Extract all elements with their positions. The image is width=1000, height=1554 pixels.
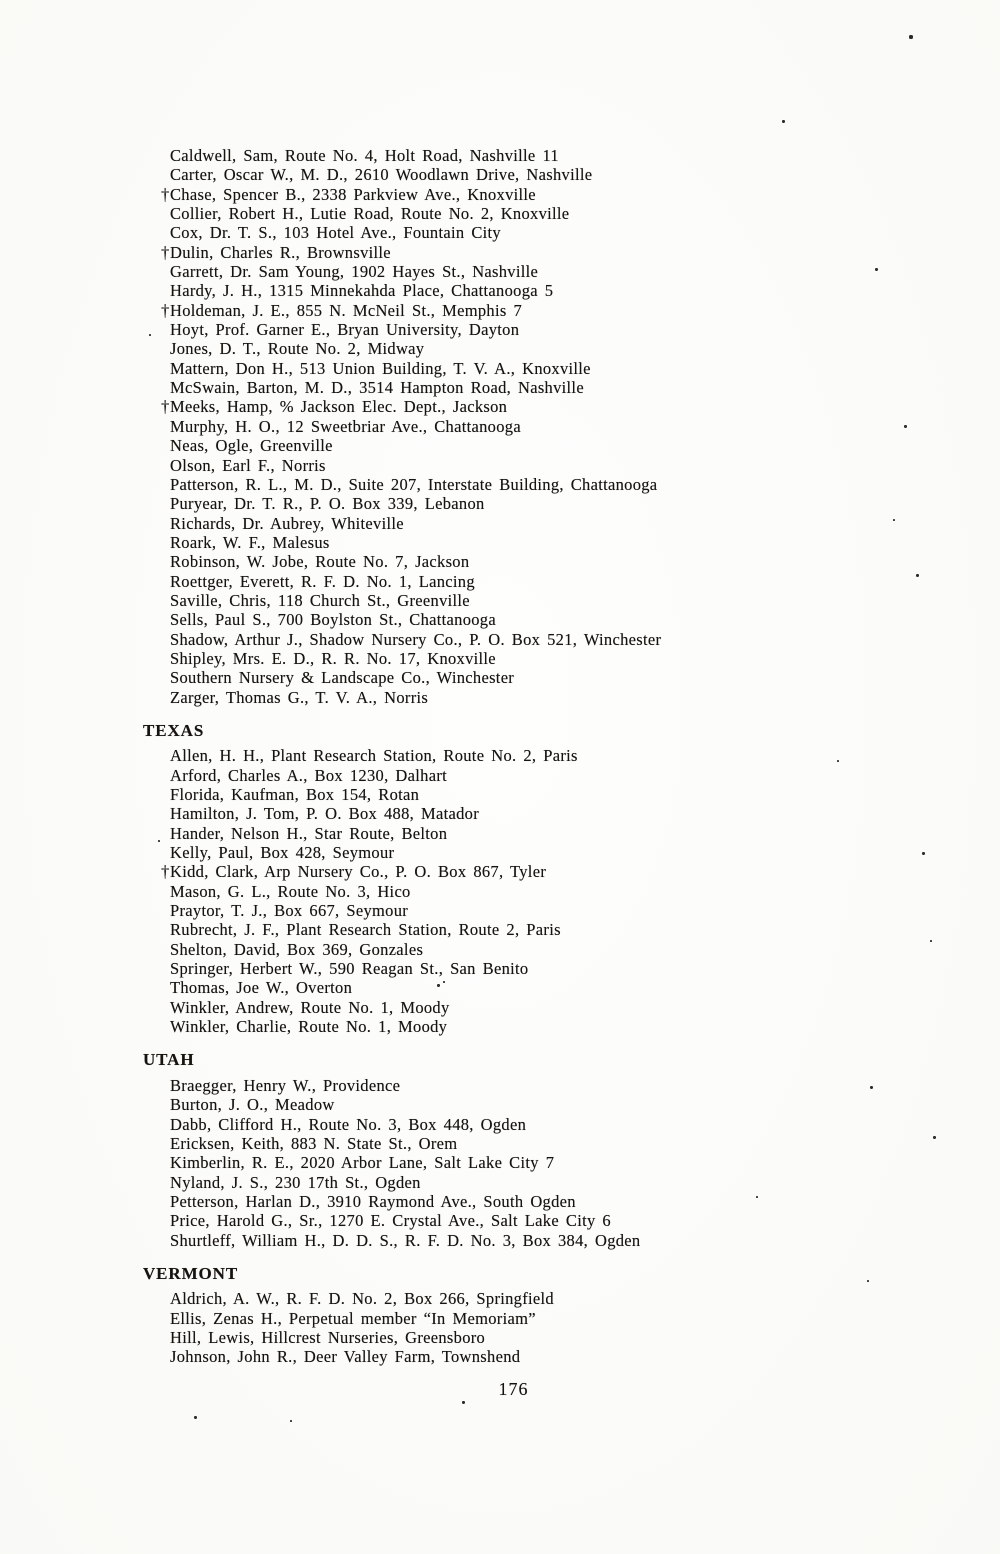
entry-text: Hill, Lewis, Hillcrest Nurseries, Greensboro: [170, 1327, 486, 1347]
dagger-marker: †: [161, 397, 170, 417]
entry-text: Shelton, David, Box 369, Gonzales: [170, 939, 424, 959]
directory-entry: [143, 824, 863, 843]
directory-entry: [143, 572, 863, 591]
section-heading: TEXAS: [143, 720, 205, 740]
entry-text: Olson, Earl F., Norris: [170, 455, 326, 475]
directory-entry: [143, 185, 863, 204]
directory-entry: [143, 998, 863, 1017]
entry-text: Johnson, John R., Deer Valley Farm, Townshend: [170, 1347, 521, 1367]
directory-entry: [143, 804, 863, 823]
directory-entry: [143, 494, 863, 513]
directory-entry: [143, 1153, 863, 1172]
entry-text: Rubrecht, J. F., Plant Research Station, Route 2, Paris: [170, 920, 561, 940]
entry-text: Robinson, W. Jobe, Route No. 7, Jackson: [170, 552, 470, 572]
entry-text: Allen, H. H., Plant Research Station, Route No. 2, Paris: [170, 746, 578, 766]
entry-text: Hamilton, J. Tom, P. O. Box 488, Matador: [170, 804, 480, 824]
directory-entry: [143, 649, 863, 668]
directory-entry: [143, 552, 863, 571]
entry-text: Sells, Paul S., 700 Boylston St., Chattanooga: [170, 610, 496, 630]
page-number: 176: [498, 1379, 529, 1399]
directory-entry: [143, 436, 863, 455]
entry-text: Collier, Robert H., Lutie Road, Route No. 2, Knoxville: [170, 204, 570, 224]
scan-speck: [916, 574, 919, 577]
entry-text: Garrett, Dr. Sam Young, 1902 Hayes St., Nashville: [170, 262, 539, 282]
entry-text: Neas, Ogle, Greenville: [170, 436, 333, 456]
entry-text: Jones, D. T., Route No. 2, Midway: [170, 339, 425, 359]
directory-entry: [143, 1347, 863, 1366]
directory-entry: [143, 901, 863, 920]
directory-entry: [143, 940, 863, 959]
directory-entry: [143, 243, 863, 262]
directory-entry: [143, 1289, 863, 1308]
directory-entry: [143, 320, 863, 339]
entry-text: McSwain, Barton, M. D., 3514 Hampton Road, Nashville: [170, 378, 584, 398]
section-heading: UTAH: [143, 1050, 195, 1070]
directory-entry: [143, 882, 863, 901]
directory-entry: [143, 862, 863, 881]
entry-text: Cox, Dr. T. S., 103 Hotel Ave., Fountain City: [170, 223, 501, 243]
entry-text: Roark, W. F., Malesus: [170, 532, 330, 552]
entry-text: Dulin, Charles R., Brownsville: [170, 242, 391, 262]
entry-text: Petterson, Harlan D., 3910 Raymond Ave., South Ogden: [170, 1191, 576, 1211]
directory-entry: [143, 417, 863, 436]
entry-text: Meeks, Hamp, % Jackson Elec. Dept., Jackson: [170, 397, 508, 417]
directory-list: [143, 146, 863, 1367]
directory-entry: [143, 301, 863, 320]
directory-entry: [143, 668, 863, 687]
directory-entry: [143, 1192, 863, 1211]
directory-section: [143, 146, 863, 707]
directory-entry: [143, 533, 863, 552]
entry-text: Hoyt, Prof. Garner E., Bryan University, Dayton: [170, 320, 520, 340]
entry-text: Ericksen, Keith, 883 N. State St., Orem: [170, 1133, 458, 1153]
directory-entry: [143, 146, 863, 165]
directory-entry: [143, 165, 863, 184]
entry-text: Dabb, Clifford H., Route No. 3, Box 448, Ogden: [170, 1114, 527, 1134]
section-heading: VERMONT: [143, 1263, 239, 1283]
directory-entry: [143, 843, 863, 862]
entry-text: Roettger, Everett, R. F. D. No. 1, Lancing: [170, 571, 475, 591]
entry-text: Patterson, R. L., M. D., Suite 207, Interstate Building, Chattanooga: [170, 474, 658, 494]
entry-text: Shurtleff, William H., D. D. S., R. F. D. No. 3, Box 384, Ogden: [170, 1230, 641, 1250]
directory-entry: [143, 591, 863, 610]
entry-text: Springer, Herbert W., 590 Reagan St., San Benito: [170, 959, 529, 979]
scan-speck: [909, 35, 913, 39]
directory-entry: [143, 204, 863, 223]
section-entries: [143, 1076, 863, 1250]
entry-text: Burton, J. O., Meadow: [170, 1095, 335, 1115]
directory-section: [143, 1050, 863, 1249]
scan-speck: [930, 940, 932, 942]
entry-text: Arford, Charles A., Box 1230, Dalhart: [170, 765, 448, 785]
scan-speck: [933, 1136, 936, 1139]
directory-section: [143, 721, 863, 1037]
dagger-marker: †: [161, 184, 170, 204]
scan-speck: [922, 852, 925, 855]
directory-entry: [143, 397, 863, 416]
scan-speck: [904, 425, 907, 428]
entry-text: Holdeman, J. E., 855 N. McNeil St., Memphis 7: [170, 300, 523, 320]
directory-entry: [143, 281, 863, 300]
scan-speck: [837, 760, 839, 762]
directory-entry: [143, 359, 863, 378]
entry-text: Chase, Spencer B., 2338 Parkview Ave., Knoxville: [170, 184, 536, 204]
entry-text: Mason, G. L., Route No. 3, Hico: [170, 881, 411, 901]
scan-speck: [194, 1416, 197, 1419]
section-entries: [143, 146, 863, 707]
scan-speck: [867, 1280, 869, 1282]
directory-entry: [143, 766, 863, 785]
entry-text: Shipley, Mrs. E. D., R. R. No. 17, Knoxville: [170, 648, 496, 668]
entry-text: Carter, Oscar W., M. D., 2610 Woodlawn Drive, Nashville: [170, 165, 593, 185]
directory-entry: [143, 1328, 863, 1347]
entry-text: Kidd, Clark, Arp Nursery Co., P. O. Box 867, Tyler: [170, 862, 547, 882]
entry-text: Ellis, Zenas H., Perpetual member “In Memoriam”: [170, 1308, 536, 1328]
directory-entry: [143, 1231, 863, 1250]
directory-entry: [143, 1095, 863, 1114]
section-entries: [143, 1289, 863, 1366]
directory-entry: [143, 610, 863, 629]
directory-entry: [143, 1017, 863, 1036]
dagger-marker: †: [161, 300, 170, 320]
scan-speck: [149, 334, 151, 336]
scan-speck: [437, 984, 440, 987]
entry-text: Shadow, Arthur J., Shadow Nursery Co., P. O. Box 521, Winchester: [170, 629, 662, 649]
entry-text: Winkler, Charlie, Route No. 1, Moody: [170, 1017, 448, 1037]
dagger-marker: †: [161, 862, 170, 882]
entry-text: Saville, Chris, 118 Church St., Greenville: [170, 590, 470, 610]
entry-text: Winkler, Andrew, Route No. 1, Moody: [170, 997, 450, 1017]
directory-entry: [143, 475, 863, 494]
directory-entry: [143, 1309, 863, 1328]
dagger-marker: †: [161, 242, 170, 262]
entry-text: Richards, Dr. Aubrey, Whiteville: [170, 513, 404, 533]
entry-text: Caldwell, Sam, Route No. 4, Holt Road, Nashville 11: [170, 146, 559, 165]
entry-text: Zarger, Thomas G., T. V. A., Norris: [170, 687, 429, 707]
directory-entry: [143, 262, 863, 281]
entry-text: Braegger, Henry W., Providence: [170, 1075, 401, 1095]
entry-text: Kelly, Paul, Box 428, Seymour: [170, 843, 395, 863]
scan-speck: [782, 120, 785, 123]
directory-entry: [143, 785, 863, 804]
section-entries: [143, 746, 863, 1036]
directory-section: [143, 1264, 863, 1367]
entry-text: Southern Nursery & Landscape Co., Winchester: [170, 668, 515, 688]
scan-speck: [443, 981, 445, 983]
entry-text: Florida, Kaufman, Box 154, Rotan: [170, 785, 420, 804]
entry-text: Mattern, Don H., 513 Union Building, T. V. A., Knoxville: [170, 358, 591, 378]
directory-entry: [143, 378, 863, 397]
directory-entry: [143, 1115, 863, 1134]
directory-entry: [143, 1211, 863, 1230]
entry-text: Kimberlin, R. E., 2020 Arbor Lane, Salt Lake City 7: [170, 1153, 555, 1173]
directory-entry: [143, 630, 863, 649]
directory-entry: [143, 339, 863, 358]
directory-entry: [143, 746, 863, 765]
directory-entry: [143, 1076, 863, 1095]
entry-text: Nyland, J. S., 230 17th St., Ogden: [170, 1172, 421, 1192]
directory-entry: [143, 1134, 863, 1153]
entry-text: Praytor, T. J., Box 667, Seymour: [170, 901, 409, 921]
scan-speck: [870, 1086, 873, 1089]
entry-text: Thomas, Joe W., Overton: [170, 978, 353, 998]
scan-speck: [875, 268, 878, 271]
directory-entry: [143, 514, 863, 533]
entry-text: Aldrich, A. W., R. F. D. No. 2, Box 266, Springfield: [170, 1289, 554, 1309]
directory-entry: [143, 223, 863, 242]
directory-entry: [143, 688, 863, 707]
entry-text: Hardy, J. H., 1315 Minnekahda Place, Chattanooga 5: [170, 281, 554, 301]
directory-entry: [143, 920, 863, 939]
entry-text: Murphy, H. O., 12 Sweetbriar Ave., Chattanooga: [170, 416, 521, 436]
scan-speck: [290, 1420, 292, 1422]
entry-text: Hander, Nelson H., Star Route, Belton: [170, 823, 448, 843]
scan-speck: [756, 1196, 758, 1198]
entry-text: Price, Harold G., Sr., 1270 E. Crystal Ave., Salt Lake City 6: [170, 1211, 611, 1231]
directory-entry: [143, 1173, 863, 1192]
directory-entry: [143, 456, 863, 475]
directory-entry: [143, 959, 863, 978]
scan-speck: [893, 519, 895, 521]
scan-speck: [158, 840, 160, 842]
scan-speck: [462, 1401, 465, 1404]
entry-text: Puryear, Dr. T. R., P. O. Box 339, Lebanon: [170, 494, 485, 514]
directory-entry: [143, 978, 863, 997]
